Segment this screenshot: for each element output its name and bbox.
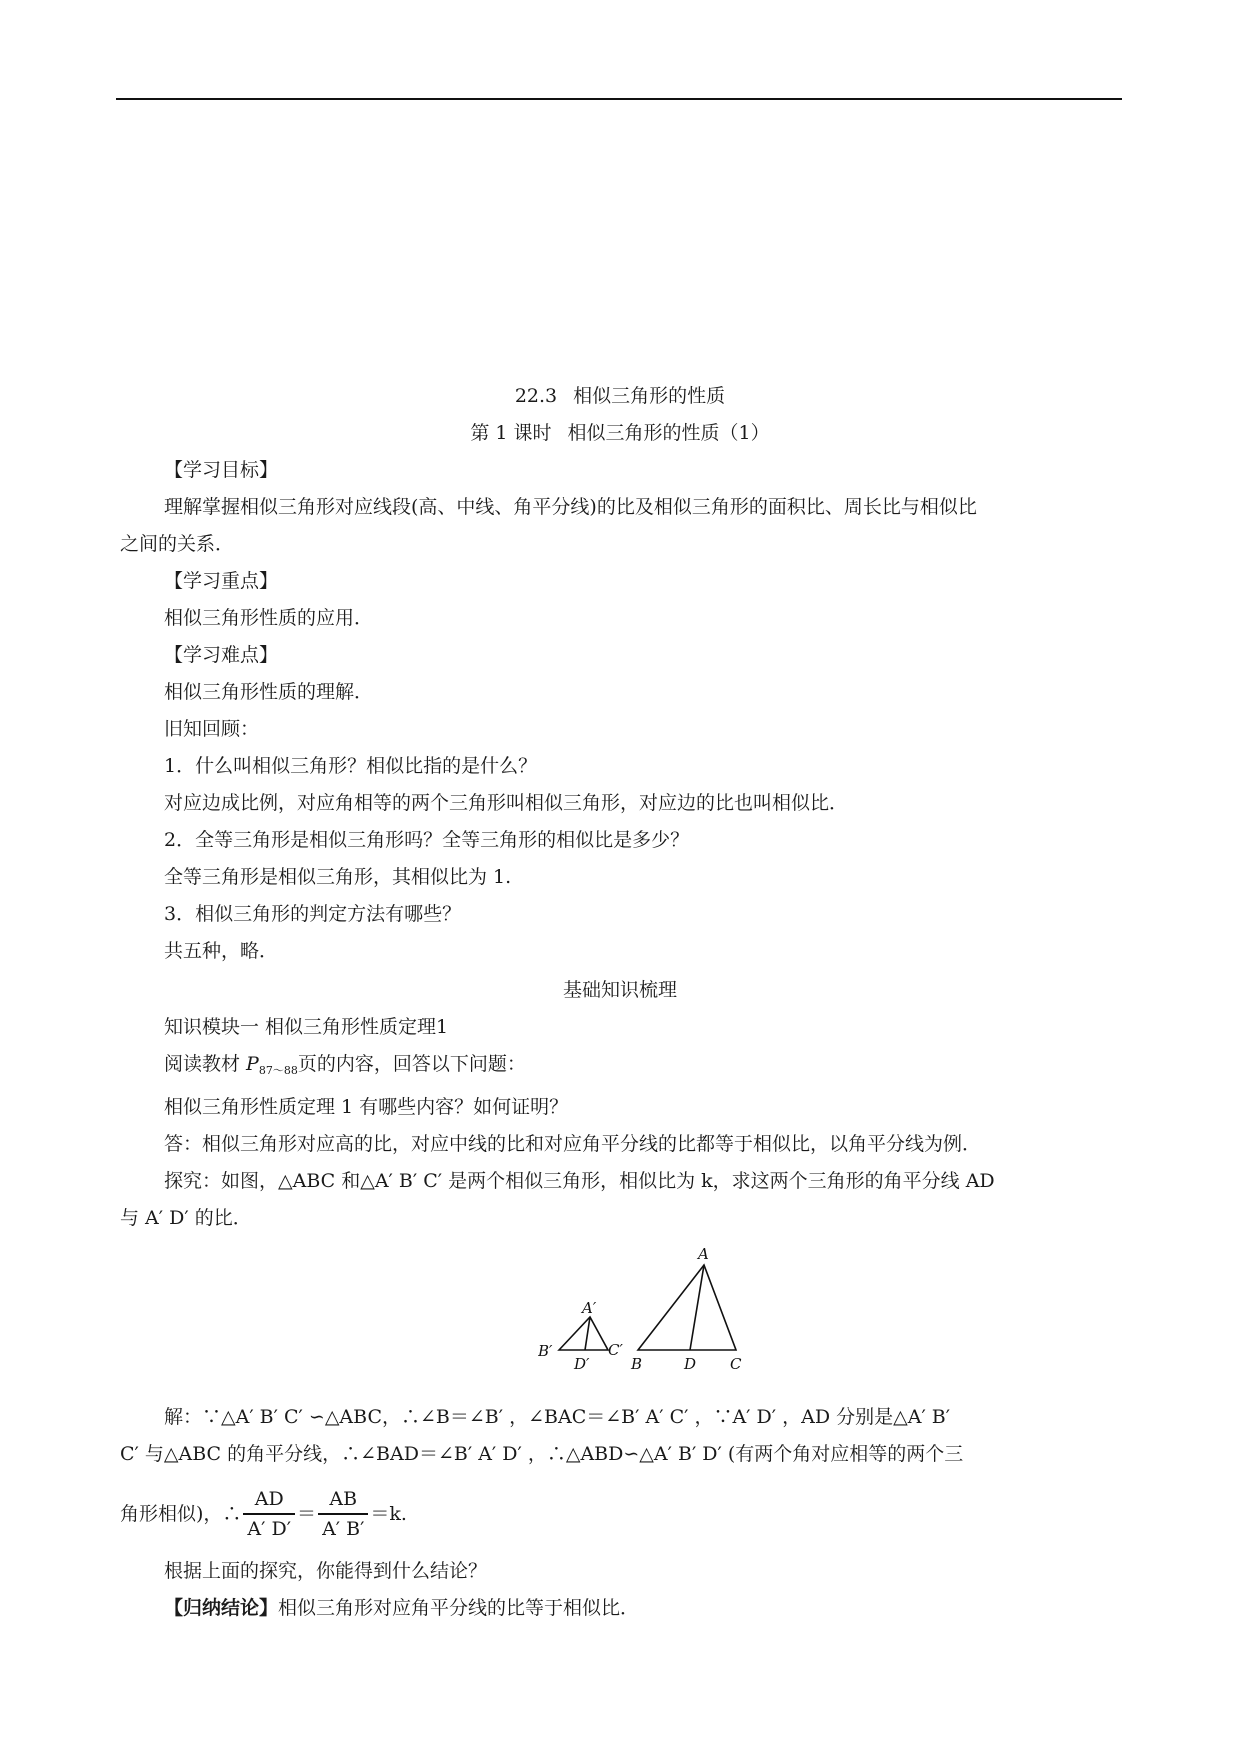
similar-triangles-figure: [120, 1243, 1120, 1395]
document-page: [120, 378, 1120, 1627]
goals-text-line1: 理解掌握相似三角形对应线段(高、中线、角平分线)的比及相似三角形的面积比、周长比与相似比: [164, 496, 977, 518]
section-title: 基础知识梳理: [562, 979, 677, 1001]
goals-heading: 【学习目标】: [164, 459, 279, 481]
triangles-diagram: [538, 1243, 868, 1395]
review-heading: 旧知回顾：: [164, 718, 260, 740]
title-text: 相似三角形的性质: [573, 385, 726, 407]
key-points-text: 相似三角形性质的应用．: [164, 607, 374, 629]
lesson-title: [120, 378, 1120, 415]
fraction-ab-numerator: AB: [329, 1488, 358, 1511]
theorem-question: 相似三角形性质定理 1 有哪些内容？如何证明？: [164, 1096, 569, 1118]
large-bisector: [690, 1265, 704, 1350]
module-title: 知识模块一 相似三角形性质定理1: [164, 1016, 449, 1038]
explore-line1: 探究：如图，△ABC 和△A′ B′ C′ 是两个相似三角形，相似比为 k，求这两个三角形的角平分线 AD: [164, 1170, 995, 1192]
subtitle-text: 相似三角形的性质（1）: [567, 422, 770, 444]
page-ref: P: [246, 1053, 259, 1075]
review-question: 2．全等三角形是相似三角形吗？全等三角形的相似比是多少？: [164, 829, 690, 851]
label-a-prime: A′: [582, 1299, 597, 1317]
conclusion-prompt: 根据上面的探究，你能得到什么结论？: [164, 1560, 488, 1582]
reading-post: 页的内容，回答以下问题：: [297, 1053, 526, 1075]
label-a: A: [698, 1245, 709, 1263]
fraction-ad-numerator: AD: [254, 1488, 284, 1511]
label-d: D: [684, 1355, 697, 1373]
subtitle-period: 第 1 课时: [470, 422, 552, 444]
label-d-prime: D′: [574, 1355, 590, 1373]
label-b: B: [631, 1355, 643, 1373]
key-points-heading: 【学习重点】: [164, 570, 279, 592]
equals-sign: ＝: [297, 1502, 317, 1525]
solution-line1: 解：∵△A′ B′ C′ ∽△ABC，∴∠B＝∠B′ ，∠BAC＝∠B′ A′ C′ ，∵A′ D′ ，AD 分别是△A′ B′: [164, 1406, 951, 1428]
label-c-prime: C′: [608, 1341, 623, 1359]
lesson-subtitle: [120, 415, 1120, 452]
page-ref-range: 87～88: [258, 1064, 298, 1077]
solution-line3-pre: 角形相似)，∴: [120, 1502, 242, 1525]
label-c: C: [730, 1355, 742, 1373]
title-number: 22.3: [514, 385, 558, 407]
conclusion: [120, 1590, 1120, 1627]
conclusion-text: 相似三角形对应角平分线的比等于相似比．: [278, 1597, 640, 1619]
small-triangle: [559, 1317, 608, 1350]
large-triangle: [638, 1265, 736, 1350]
reading-instruction: [120, 1046, 1120, 1089]
fraction-ab-denominator: A′ B′: [322, 1517, 365, 1540]
fraction-ab: [318, 1485, 368, 1543]
review-question: 1．什么叫相似三角形？相似比指的是什么？: [164, 755, 538, 777]
review-answer: 全等三角形是相似三角形，其相似比为 1.: [164, 866, 512, 888]
review-answer: 共五种，略．: [164, 940, 279, 962]
review-question: 3．相似三角形的判定方法有哪些？: [164, 903, 462, 925]
header-rule: [116, 98, 1122, 100]
theorem-answer: 答：相似三角形对应高的比，对应中线的比和对应角平分线的比都等于相似比，以角平分线为例．: [164, 1133, 982, 1155]
solution-line3-post: ＝k.: [370, 1502, 407, 1525]
explore-line2: 与 A′ D′ 的比．: [120, 1207, 252, 1229]
label-b-prime: B′: [538, 1342, 553, 1360]
conclusion-label: 【归纳结论】: [164, 1597, 279, 1619]
reading-pre: 阅读教材: [164, 1053, 247, 1075]
review-answer: 对应边成比例，对应角相等的两个三角形叫相似三角形，对应边的比也叫相似比．: [164, 792, 849, 814]
difficulty-heading: 【学习难点】: [164, 644, 279, 666]
goals-text-line2: 之间的关系．: [120, 533, 235, 555]
difficulty-text: 相似三角形性质的理解．: [164, 681, 374, 703]
fraction-ad: [243, 1485, 295, 1543]
fraction-ad-denominator: A′ D′: [247, 1517, 292, 1540]
solution-line2: C′ 与△ABC 的角平分线，∴∠BAD＝∠B′ A′ D′ ，∴△ABD∽△A′ B′ D′ (有两个角对应相等的两个三: [120, 1443, 964, 1465]
solution-formula-line: [120, 1475, 1120, 1553]
